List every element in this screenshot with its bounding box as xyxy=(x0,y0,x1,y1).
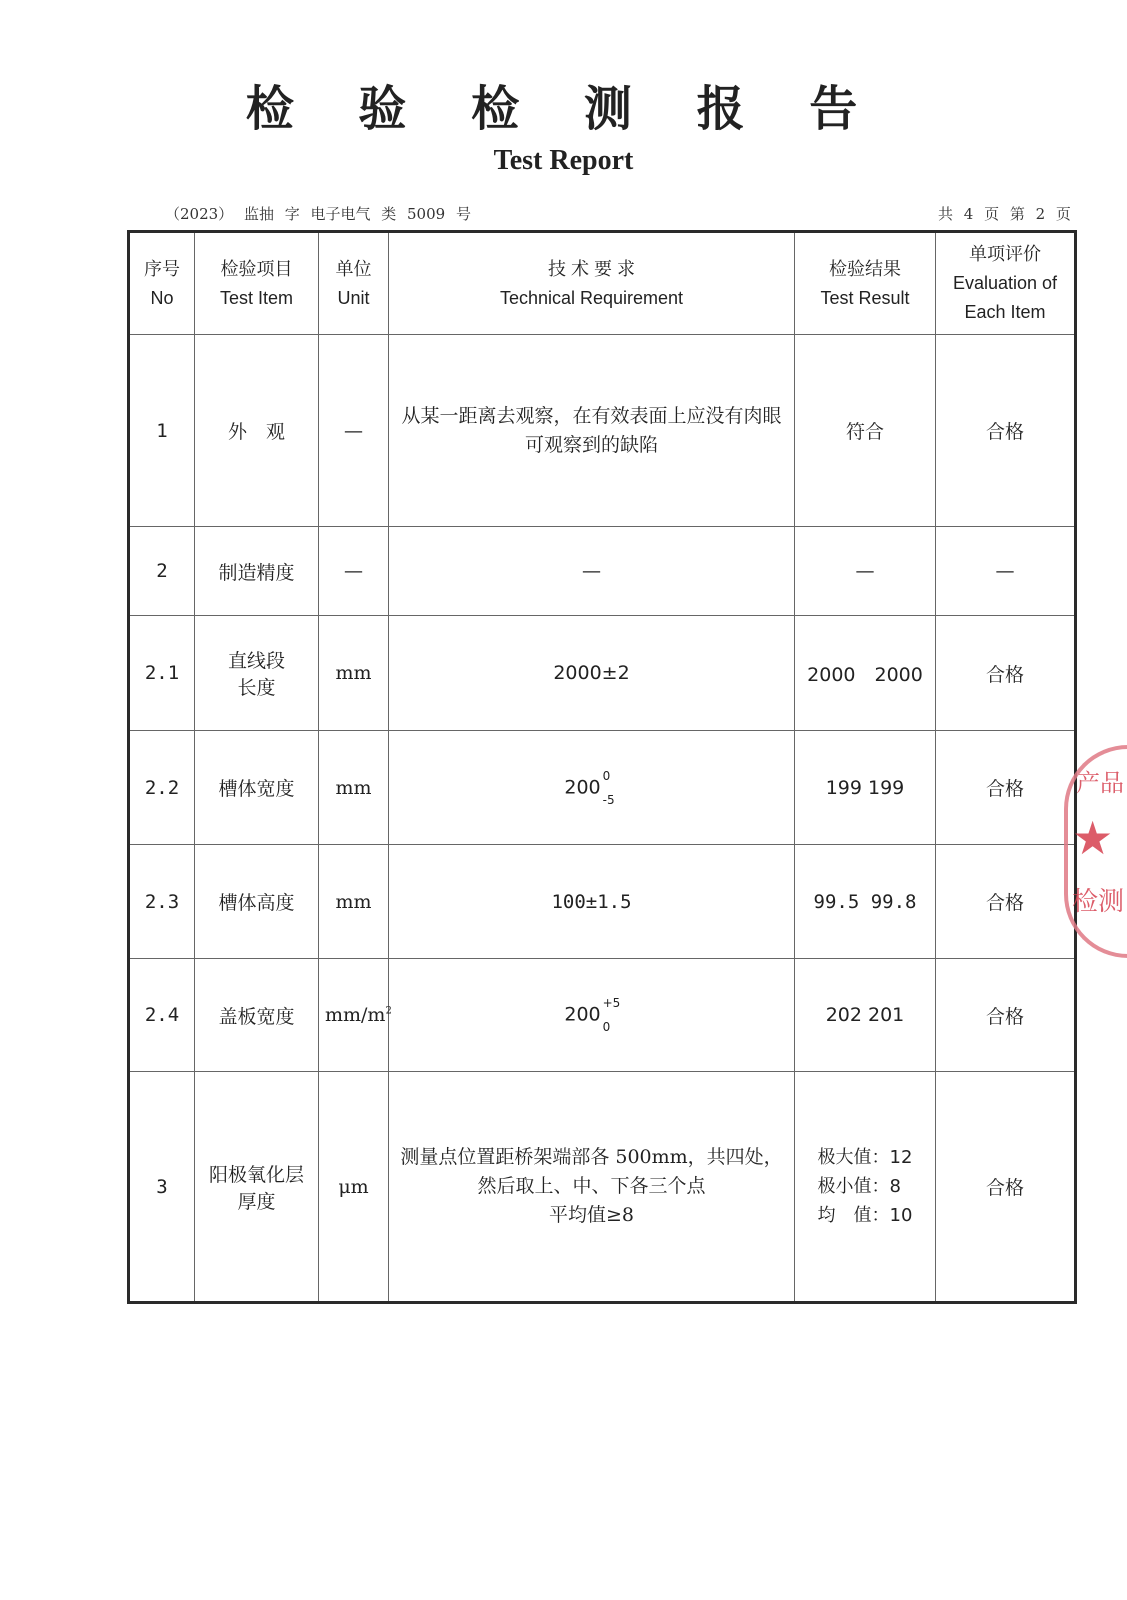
row-test-item: 阳极氧化层 厚度 xyxy=(195,1072,319,1303)
row-result: — xyxy=(795,527,936,616)
table-header-row xyxy=(129,232,1076,335)
header-unit: 单位 Unit xyxy=(319,232,389,335)
row-requirement: 测量点位置距桥架端部各 500mm，共四处，然后取上、中、下各三个点 平均值≥8 xyxy=(389,1072,795,1303)
row-requirement: 从某一距离去观察，在有效表面上应没有肉眼可观察到的缺陷 xyxy=(389,335,795,527)
header-technical-requirement: 技 术 要 求 Technical Requirement xyxy=(389,232,795,335)
row-requirement xyxy=(389,731,795,845)
row-evaluation: 合格 xyxy=(936,335,1076,527)
table-row xyxy=(129,959,1076,1072)
header-no: 序号 No xyxy=(129,232,195,335)
row-evaluation: 合格 xyxy=(936,845,1076,959)
row-unit: $mm/m^2$ xyxy=(319,959,389,1072)
row-result: 199 199 xyxy=(795,731,936,845)
row-no: 2.2 xyxy=(129,731,195,845)
row-no: 2.4 xyxy=(129,959,195,1072)
row-result: 99.5 99.8 xyxy=(795,845,936,959)
requirement-base-value: 200 xyxy=(564,1003,601,1026)
table-row xyxy=(129,845,1076,959)
row-unit: mm xyxy=(319,616,389,731)
row-unit: mm xyxy=(319,731,389,845)
row-evaluation: 合格 xyxy=(936,959,1076,1072)
report-title-cn: 检 验 检 测 报 告 xyxy=(245,81,882,137)
row-result: 2000 2000 xyxy=(795,616,936,731)
row-requirement: — xyxy=(389,527,795,616)
star-icon: ★ xyxy=(1072,811,1114,865)
row-no: 2.1 xyxy=(129,616,195,731)
row-unit: — xyxy=(319,527,389,616)
table-row xyxy=(129,335,1076,527)
row-evaluation: — xyxy=(936,527,1076,616)
row-result: 202 201 xyxy=(795,959,936,1072)
header-evaluation: 单项评价 Evaluation of Each Item xyxy=(936,232,1076,335)
header-test-item: 检验项目 Test Item xyxy=(195,232,319,335)
table-row xyxy=(129,616,1076,731)
row-test-item: 制造精度 xyxy=(195,527,319,616)
thickness-results: 极大值：12 极小值：8 均 值：10 xyxy=(817,1147,913,1226)
row-evaluation: 合格 xyxy=(936,616,1076,731)
table-row xyxy=(129,527,1076,616)
row-requirement xyxy=(389,959,795,1072)
row-unit: — xyxy=(319,335,389,527)
row-test-item: 外 观 xyxy=(195,335,319,527)
row-requirement: 100±1.5 xyxy=(389,845,795,959)
row-requirement: 2000±2 xyxy=(389,616,795,731)
table-row xyxy=(129,1072,1076,1303)
row-evaluation: 合格 xyxy=(936,731,1076,845)
inspection-seal-stamp: 产品 ★ 检测 xyxy=(1064,745,1127,958)
row-unit: μm xyxy=(319,1072,389,1303)
row-no: 1 xyxy=(129,335,195,527)
test-result-table xyxy=(127,230,1077,1304)
report-title-en: Test Report xyxy=(493,145,634,176)
row-no: 2.3 xyxy=(129,845,195,959)
row-no: 2 xyxy=(129,527,195,616)
requirement-base-value: 200 xyxy=(564,776,601,798)
table-row xyxy=(129,731,1076,845)
row-test-item: 盖板宽度 xyxy=(195,959,319,1072)
page-info: 共 4 页 第 2 页 xyxy=(938,205,1071,223)
row-evaluation: 合格 xyxy=(936,1072,1076,1303)
row-test-item: 槽体高度 xyxy=(195,845,319,959)
row-test-item: 槽体宽度 xyxy=(195,731,319,845)
tolerance: +5 0 xyxy=(602,996,621,1034)
report-number: （2023） 监抽 字 电子电气 类 5009 号 xyxy=(165,205,471,223)
row-test-item: 直线段 长度 xyxy=(195,616,319,731)
row-no: 3 xyxy=(129,1072,195,1303)
tolerance: 0 -5 xyxy=(602,768,615,807)
header-test-result: 检验结果 Test Result xyxy=(795,232,936,335)
row-result: 符合 xyxy=(795,335,936,527)
row-unit: mm xyxy=(319,845,389,959)
row-result xyxy=(795,1072,936,1303)
